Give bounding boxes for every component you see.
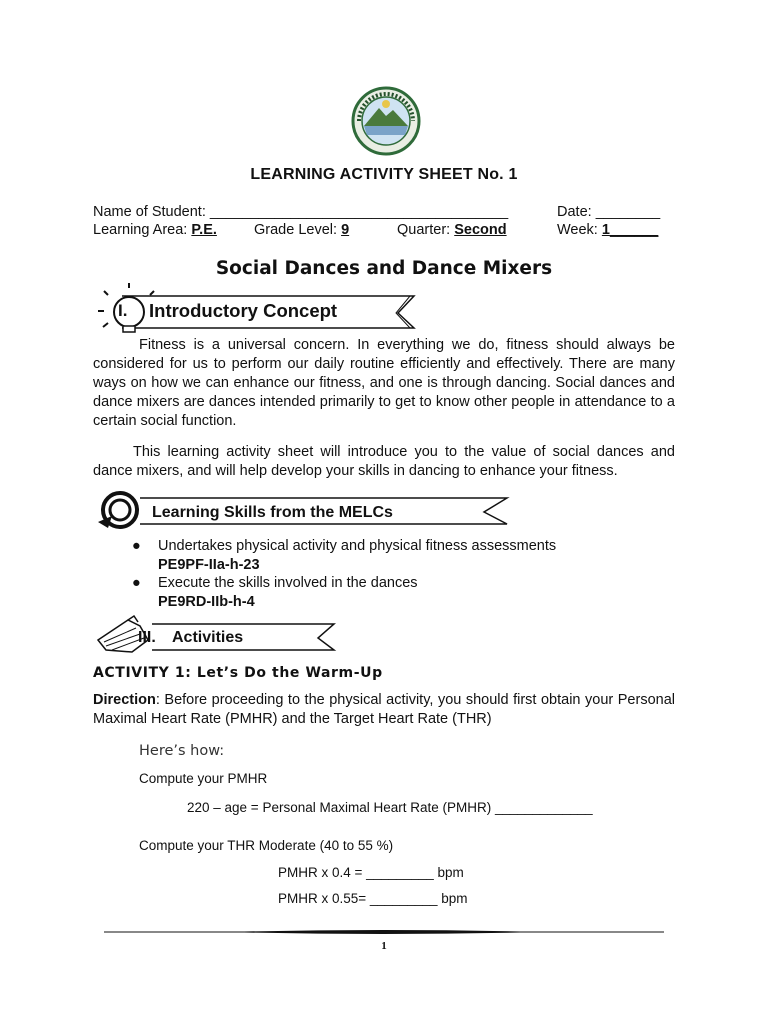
name-blank[interactable]: _____________________________________ — [209, 204, 509, 220]
week-value: 1 — [601, 222, 610, 238]
direction-paragraph — [93, 691, 675, 729]
date-blank[interactable]: ________ — [595, 204, 661, 220]
learning-area-label: Learning Area: — [93, 222, 188, 238]
week-label: Week: — [557, 222, 598, 238]
melc-text: Undertakes physical activity and physical fitness assessments — [158, 538, 557, 554]
bullet-icon: ● — [132, 538, 141, 554]
melc-text: Execute the skills involved in the dances — [158, 575, 418, 591]
main-title: Social Dances and Dance Mixers — [215, 258, 553, 279]
section-3-label: Activities — [172, 629, 244, 646]
compute-pmhr: Compute your PMHR — [139, 771, 268, 786]
target-icon — [98, 493, 137, 528]
grade-level-value: 9 — [341, 222, 350, 238]
activity-title: ACTIVITY 1: Let’s Do the Warm-Up — [93, 665, 383, 681]
section-2-title: Learning Skills from the MELCs — [152, 504, 393, 521]
melc-code: PE9PF-IIa-h-23 — [158, 556, 260, 573]
learning-area-value: P.E. — [191, 222, 217, 238]
grade-level-label: Grade Level: — [254, 222, 338, 238]
thr-line-1: PMHR x 0.4 = _________ bpm — [278, 865, 464, 880]
heres-how: Here’s how: — [139, 743, 225, 759]
bullet-icon: ● — [132, 575, 141, 591]
name-label: Name of Student: — [93, 204, 206, 220]
compute-thr: Compute your THR Moderate (40 to 55 %) — [139, 838, 394, 853]
quarter-row — [397, 222, 507, 238]
date-label: Date: — [557, 204, 592, 220]
deped-seal-logo — [351, 86, 421, 156]
quarter-value: Second — [454, 222, 507, 238]
intro-paragraph-1: Fitness is a universal concern. In everything we do, fitness should always be considered for us to perform our daily routine efficiently and effectively. There are many ways on how we can enhance our fitness, and one is through dancing. Social dances and dance mixers are dances intended primarily to get to know other people in attendance to a certain social function. — [93, 337, 675, 429]
sheet-title: LEARNING ACTIVITY SHEET No. 1 — [250, 166, 518, 183]
section-1-numeral: I. — [118, 301, 128, 320]
week-row — [557, 222, 658, 238]
name-of-student-row — [93, 204, 508, 220]
quarter-label: Quarter: — [397, 222, 451, 238]
melc-list — [132, 537, 556, 611]
date-row — [557, 204, 660, 220]
grade-level-row — [254, 222, 349, 238]
section-3-title — [138, 629, 244, 647]
list-item — [132, 537, 556, 574]
footer-rule — [104, 927, 664, 937]
direction-label: Direction — [93, 692, 156, 708]
intro-paragraph-2: This learning activity sheet will introduce you to the value of social dances and dance mixers, and will help develop your skills in dancing to enhance your fitness. — [93, 444, 675, 479]
section-3-numeral: III. — [138, 629, 156, 646]
melc-code: PE9RD-IIb-h-4 — [158, 593, 255, 610]
list-item — [132, 574, 556, 611]
direction-text: : Before proceeding to the physical activity, you should first obtain your Personal Maximal Heart Rate (PMHR) and the Target Heart Rate (THR) — [93, 692, 675, 727]
page-number: 1 — [381, 940, 387, 952]
learning-area-row — [93, 222, 217, 238]
week-blank: ______ — [609, 222, 659, 238]
pmhr-formula: 220 – age = Personal Maximal Heart Rate (PMHR) _____________ — [187, 800, 593, 815]
section-1-title: Introductory Concept — [149, 300, 338, 321]
thr-line-2: PMHR x 0.55= _________ bpm — [278, 891, 468, 906]
